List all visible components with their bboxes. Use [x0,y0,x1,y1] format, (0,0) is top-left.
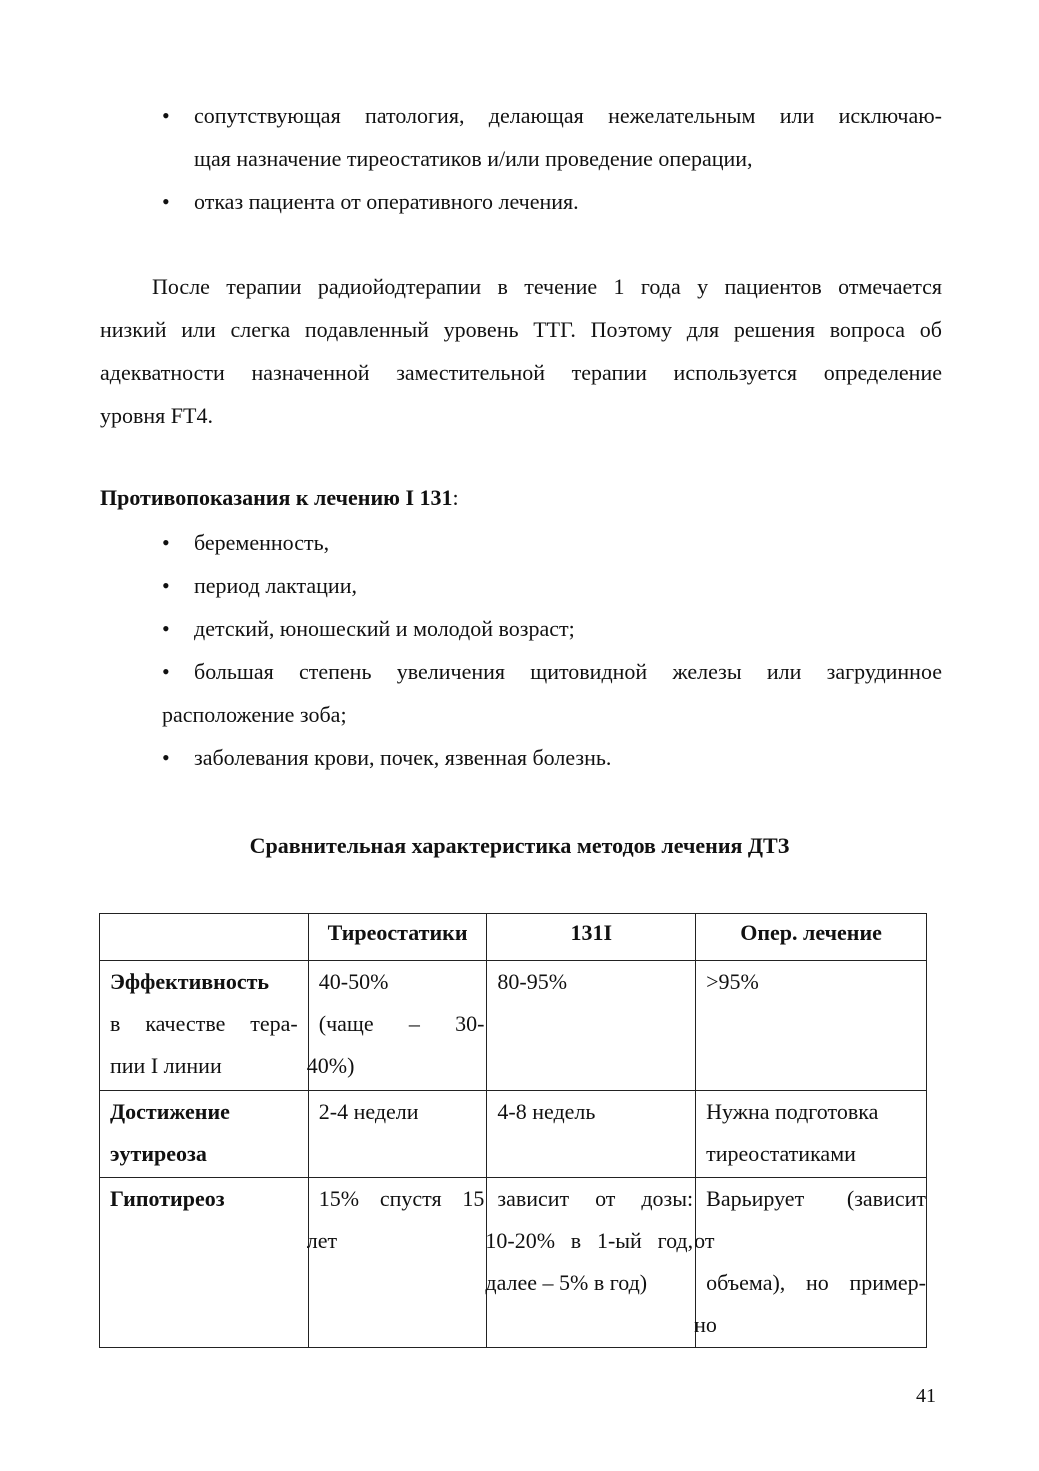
list-item [100,607,942,650]
heading-bold: Противопоказания к лечению I 131 [100,485,453,510]
table-header-cell: Тиреостатики [308,914,487,961]
cell-text: далее – 5% в год) [485,1270,648,1295]
row-head-bold: Достижение [110,1099,230,1124]
cell-text: 4-8 недель [497,1099,596,1124]
top-bullet-list [100,94,942,223]
table-header-cell: Опер. лечение [696,914,927,961]
comparison-table [99,913,927,1348]
table-cell [100,1178,309,1348]
heading-colon: : [452,485,459,510]
bullet-line: отказ пациента от оперативного лечения. [194,189,579,214]
table-header-cell: 131I [487,914,696,961]
body-paragraph [100,265,942,437]
cell-text: объема), но пример- [706,1270,926,1295]
table-cell [308,961,487,1091]
table-cell [487,1178,696,1348]
list-item-text: беременность, [194,530,330,555]
table-cell [100,961,309,1091]
table-row [100,961,927,1091]
cell-text: но [694,1312,717,1337]
cell-text: от [694,1228,715,1253]
table-title: Сравнительная характеристика методов лечения ДТЗ [249,833,790,858]
table-cell [100,1091,309,1178]
list-item [100,180,942,223]
table-cell [487,1091,696,1178]
cell-text: Варьирует (зависит [706,1186,926,1211]
paragraph-line: уровня FT4. [100,403,213,428]
cell-text: Нужна подготовка [706,1099,879,1124]
table-cell [308,1178,487,1348]
list-item-text: период лактации, [194,573,357,598]
list-item-text: детский, юношеский и молодой возраст; [194,616,575,641]
list-item-text: заболевания крови, почек, язвенная болезнь. [194,745,612,770]
table-header-row [100,914,927,961]
table-row [100,1178,927,1348]
table-cell [696,1178,927,1348]
list-item [100,564,942,607]
cell-text: 2-4 недели [318,1099,419,1124]
list-item-text: расположение зоба; [162,702,347,727]
cell-text: 40%) [306,1053,355,1078]
list-item-text: • большая степень увеличения щитовидной железы или загрудинное [194,659,942,684]
paragraph-line: После терапии радиойодтерапии в течение 1 года у пациентов отмечается [152,274,942,299]
list-item [100,650,942,736]
page-number: 41 [916,1385,936,1407]
paragraph-line: низкий или слегка подавленный уровень ТТГ. Поэтому для решения вопроса об [100,317,942,342]
table-cell [308,1091,487,1178]
row-head-bold: Эффективность [110,969,270,994]
cell-text: тиреостатиками [706,1141,856,1166]
contraindications-list [100,521,942,779]
list-item [100,94,942,180]
table-cell [487,961,696,1091]
cell-text: 80-95% [497,969,568,994]
cell-text: 40-50% [318,969,389,994]
table-row [100,1091,927,1178]
bullet-line: • сопутствующая патология, делающая нежелательным или исключаю- [194,103,942,128]
table-cell [696,961,927,1091]
bullet-line: щая назначение тиреостатиков и/или проведение операции, [194,146,753,171]
cell-text: >95% [706,969,759,994]
contraindications-heading [100,476,459,519]
table-cell [696,1091,927,1178]
cell-text: (чаще – 30- [318,1011,485,1036]
cell-text: зависит от дозы: [497,1186,694,1211]
row-head-bold: Гипотиреоз [110,1186,225,1211]
row-head-text: в качестве тера- [110,1011,298,1036]
list-item [100,736,942,779]
table-header-cell [100,914,309,961]
list-item [100,521,942,564]
row-head-bold: эутиреоза [110,1141,207,1166]
cell-text: лет [306,1228,338,1253]
cell-text: 10-20% в 1-ый год, [485,1228,694,1253]
paragraph-line: адекватности назначенной заместительной терапии используется определение [100,360,942,385]
row-head-text: пии I линии [110,1053,222,1078]
cell-text: 15% спустя 15 [318,1186,485,1211]
